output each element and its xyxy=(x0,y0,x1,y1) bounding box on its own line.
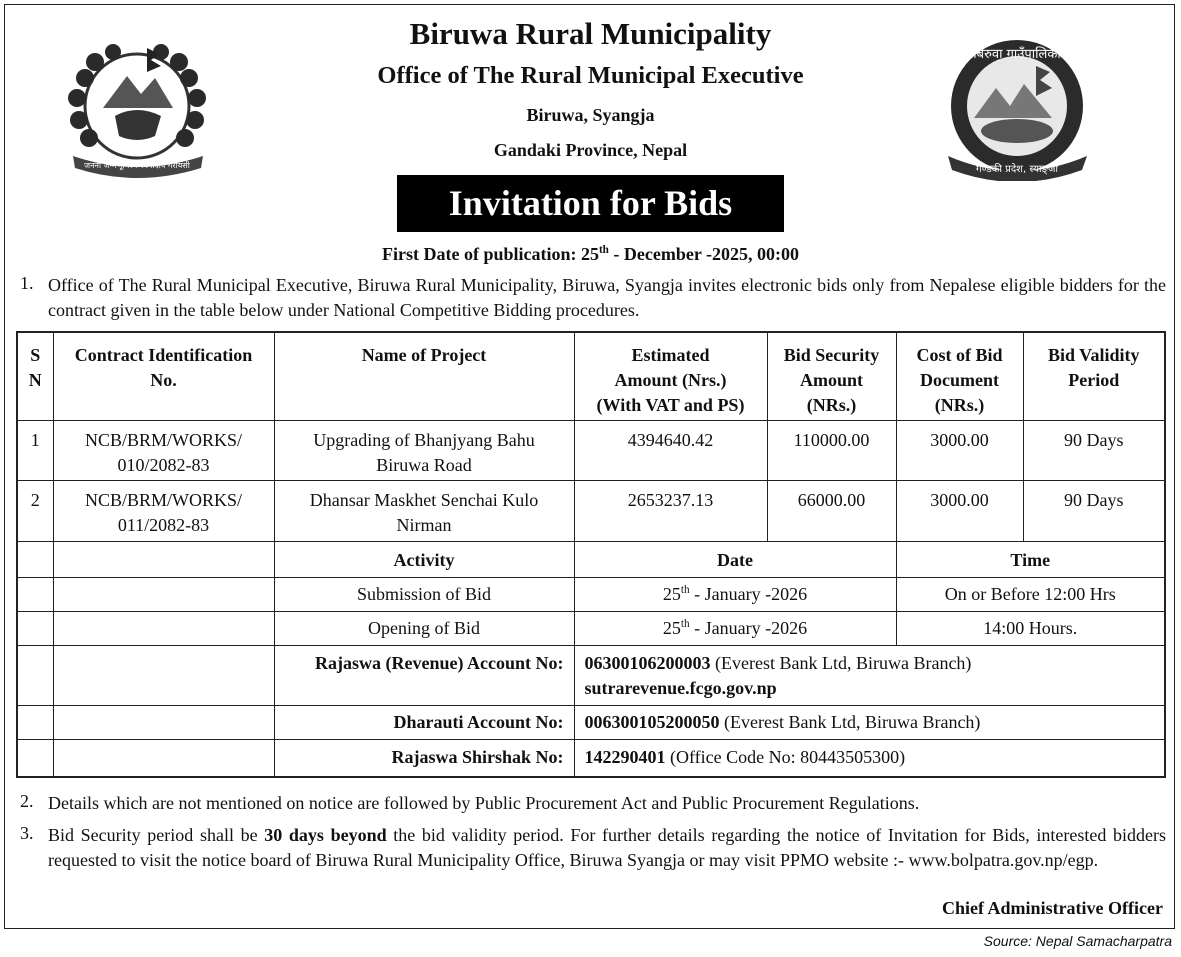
row-estimate: 4394640.42 xyxy=(574,420,767,480)
shirshak-value: 142290401 (Office Code No: 80443505300) xyxy=(574,739,1165,777)
header-cost: Cost of Bid Document (NRs.) xyxy=(896,332,1023,420)
paragraph-2-text: Details which are not mentioned on notice are followed by Public Procurement Act and Public Procurement Regulations. xyxy=(48,793,920,813)
opening-activity: Opening of Bid xyxy=(274,611,574,645)
row-validity: 90 Days xyxy=(1023,420,1165,480)
header-sn: S N xyxy=(17,332,53,420)
paragraph-1-number: 1. xyxy=(20,273,34,293)
source-credit: Source: Nepal Samacharpatra xyxy=(983,933,1172,949)
shirshak-label: Rajaswa Shirshak No: xyxy=(274,739,574,777)
row-contract-id: NCB/BRM/WORKS/ 010/2082-83 xyxy=(53,420,274,480)
revenue-account-value: 06300106200003 (Everest Bank Ltd, Biruwa Branch) sutrarevenue.fcgo.gov.np xyxy=(574,645,1165,705)
header-security: Bid Security Amount (NRs.) xyxy=(767,332,896,420)
dharauti-account-value: 006300105200050 (Everest Bank Ltd, Biruwa Branch) xyxy=(574,705,1165,739)
row-cost: 3000.00 xyxy=(896,420,1023,480)
row-security: 66000.00 xyxy=(767,480,896,541)
publication-date: First Date of publication: 25th - December -2025, 00:00 xyxy=(381,244,799,264)
revenue-account-label: Rajaswa (Revenue) Account No: xyxy=(274,645,574,705)
address-line-2: Gandaki Province, Nepal xyxy=(493,140,688,160)
submission-date: 25th - January -2026 xyxy=(574,577,896,611)
header-contract-id: Contract Identification No. xyxy=(53,332,274,420)
paragraph-3-number: 3. xyxy=(20,823,34,843)
invitation-banner: Invitation for Bids xyxy=(397,175,784,232)
opening-time: 14:00 Hours. xyxy=(896,611,1165,645)
schedule-row-submission xyxy=(17,577,1165,611)
shirshak-row xyxy=(17,739,1165,777)
address-line-1: Biruwa, Syangja xyxy=(526,105,655,125)
row-cost: 3000.00 xyxy=(896,480,1023,541)
row-validity: 90 Days xyxy=(1023,480,1165,541)
time-header: Time xyxy=(896,541,1165,577)
row-project: Upgrading of Bhanjyang Bahu Biruwa Road xyxy=(274,420,574,480)
header-estimate: Estimated Amount (Nrs.) (With VAT and PS) xyxy=(574,332,767,420)
table-row xyxy=(17,420,1165,480)
row-security: 110000.00 xyxy=(767,420,896,480)
revenue-account-row xyxy=(17,645,1165,705)
dharauti-account-label: Dharauti Account No: xyxy=(274,705,574,739)
opening-date: 25th - January -2026 xyxy=(574,611,896,645)
header-validity: Bid Validity Period xyxy=(1023,332,1165,420)
date-header: Date xyxy=(574,541,896,577)
row-contract-id: NCB/BRM/WORKS/ 011/2082-83 xyxy=(53,480,274,541)
schedule-row-opening xyxy=(17,611,1165,645)
header-project: Name of Project xyxy=(274,332,574,420)
office-title: Office of The Rural Municipal Executive xyxy=(377,62,804,89)
dharauti-account-row xyxy=(17,705,1165,739)
paragraph-1-text: Office of The Rural Municipal Executive, Biruwa Rural Municipality, Biruwa, Syangja invites electronic bids only from Nepalese eligible bidders for the contract given in the table below under National Competitive Bidding procedures. xyxy=(48,275,1166,320)
submission-time: On or Before 12:00 Hrs xyxy=(896,577,1165,611)
activity-header: Activity xyxy=(274,541,574,577)
schedule-header-row xyxy=(17,541,1165,577)
signature-title: Chief Administrative Officer xyxy=(942,898,1163,918)
row-sn: 1 xyxy=(17,420,53,480)
logo-top-text: बिरुवा गाउँपालिका xyxy=(973,47,1061,62)
bids-table xyxy=(16,331,1166,778)
municipality-title: Biruwa Rural Municipality xyxy=(409,16,772,51)
row-sn: 2 xyxy=(17,480,53,541)
logo-bottom-text: गण्डकी प्रदेश, स्याङ्जा xyxy=(976,164,1058,175)
paragraph-2-number: 2. xyxy=(20,791,34,811)
table-row xyxy=(17,480,1165,541)
submission-activity: Submission of Bid xyxy=(274,577,574,611)
paragraph-3-text: Bid Security period shall be 30 days beyond the bid validity period. For further details regarding the notice of Invitation for Bids, interested bidders requested to visit the notice board of Biruwa Rural Municipality Office, Biruwa Syangja or may visit PPMO website :- www.bolpatra.gov.np/egp. xyxy=(48,825,1166,870)
emblem-motto: जननी जन्मभूमिश्च स्वर्गादपि गरीयसी xyxy=(84,161,190,170)
table-header-row xyxy=(17,332,1165,420)
row-project: Dhansar Maskhet Senchai Kulo Nirman xyxy=(274,480,574,541)
row-estimate: 2653237.13 xyxy=(574,480,767,541)
